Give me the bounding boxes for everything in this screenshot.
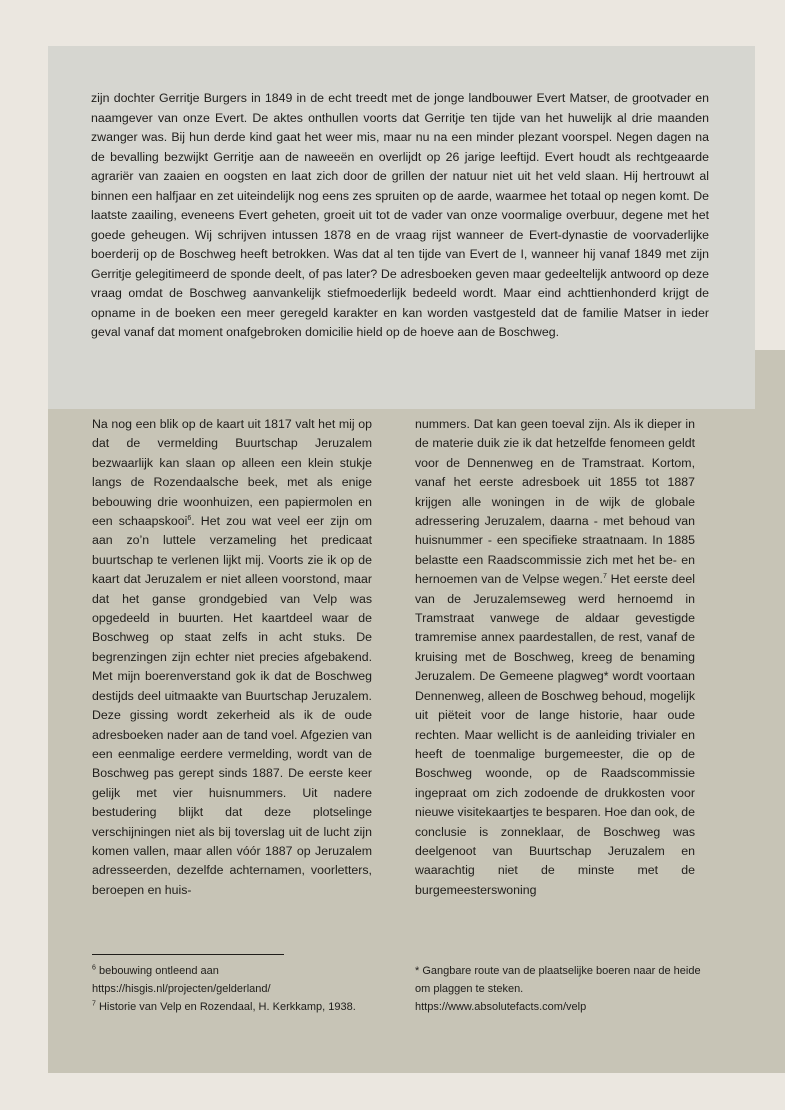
footnote-7-text: Historie van Velp en Rozendaal, H. Kerkkamp, 1938. (95, 1001, 356, 1013)
footnote-7-number: 7 (92, 1000, 96, 1008)
footnotes-left (92, 962, 392, 1016)
footnote-7 (92, 998, 392, 1016)
footnote-ref-6: 6 (187, 514, 192, 522)
footnote-6 (92, 962, 392, 998)
footnote-6-text: bebouwing ontleend aan https://hisgis.nl/projecten/gelderland/ (92, 965, 271, 995)
footnote-asterisk (415, 962, 715, 1016)
footnote-6-number: 6 (92, 964, 96, 972)
footnote-asterisk-text: * Gangbare route van de plaatselijke boeren naar de heide om plaggen te steken. (415, 965, 701, 995)
left-column-text-part2: . Het zou wat veel eer zijn om aan zo’n luttele verzameling het predicaat buurtschap te verlenen lijkt mij. Voorts zie ik op de kaart dat Jeruzalem er niet alleen voorstond, maar dat het ganse grondgebied van Velp was opgedeeld in buurten. Het kaartdeel waar de Boschweg op staat zelfs in acht stuks. De begrenzingen zijn echter niet precies afgebakend. Met mijn boerenverstand gok ik dat de Boschweg destijds deel uitmaakte van Buurtschap Jeruzalem. Deze gissing wordt zekerheid als ik de oude adresboeken nader aan de tand voel. Afgezien van een eenmalige eerdere vermelding, wordt van de Boschweg pas gerept sinds 1887. De eerste keer gelijk met vier huisnummers. Uit nadere bestudering blijkt dat deze plotselinge verschijningen niet als bij toverslag uit de lucht zijn komen vallen, maar allen vóór 1887 op Jeruzalem adresseerden, dezelfde achternamen, voorletters, beroepen en huis- (92, 514, 372, 897)
left-column-text (92, 415, 372, 900)
right-column-text (415, 415, 695, 900)
top-paragraph: zijn dochter Gerritje Burgers in 1849 in de echt treedt met de jonge landbouwer Evert Matser, de grootvader en naamgever van onze Evert. De aktes onthullen voorts dat Gerritje ten tijde van het huwelijk al drie maanden zwanger was. Bij hun derde kind gaat het weer mis, maar nu na een minder plezant voorspel. Negen dagen na de bevalling bezwijkt Gerritje aan de naweeën en overlijdt op 26 jarige leeftijd. Evert houdt als rechtgeaarde agrariër van zaaien en oogsten en laat zich door de grillen der natuur niet uit het veld slaan. Hij hertrouwt al binnen een halfjaar en zet uiteindelijk nog eens zes spruiten op de aarde, waarmee het totaal op negen komt. De laatste zaailing, eveneens Evert geheten, groeit uit tot de vader van onze voormalige overbuur, degene met het goede geheugen. Wij schrijven intussen 1878 en de vraag rijst wanneer de Evert-dynastie de voorvaderlijke boerderij op de Boschweg heeft betrokken. Was dat al ten tijde van Evert de I, wanneer hij vanaf 1849 met zijn Gerritje gelegitimeerd de sponde deelt, of pas later? De adresboeken geven maar gedeeltelijk antwoord op deze vraag omdat de Boschweg aanvankelijk stiefmoederlijk bedeeld wordt. Maar eind achttienhonderd krijgt de opname in de boeken een meer geregeld karakter en kan worden vastgesteld dat de familie Matser in ieder geval vanaf dat moment onafgebroken domicilie hield op de hoeve aan de Boschweg. (91, 91, 709, 339)
footnote-ref-7: 7 (602, 573, 607, 581)
right-column-text-part2: Het eerste deel van de Jeruzalemseweg werd hernoemd in Tramstraat vanwege de aldaar gevestigde tramremise annex paardestallen, de rest, vanaf de kruising met de Boschweg, kreeg de benaming Jeruzalem. De Gemeene plagweg* wordt voortaan Dennenweg, alleen de Boschweg behoud, mogelijk uit piëteit voor de lange historie, haar oude rechten. Maar wellicht is de aanleiding trivialer en heeft de toenmalige burgemeester, die op de Boschweg woonde, op de Raadscommissie ingepraat om zich zodoende de drukkosten voor nieuwe visitekaartjes te besparen. Hoe dan ook, de conclusie is zonneklaar, de Boschweg was deelgenoot van Buurtschap Jeruzalem en waarachtig niet de minste met de burgemeesterswoning (415, 572, 695, 897)
footnote-asterisk-url: https://www.absolutefacts.com/velp (415, 1001, 587, 1013)
right-column-text-part1: nummers. Dat kan geen toeval zijn. Als ik dieper in de materie duik zie ik dat hetzelfde fenomeen geldt voor de Dennenweg en de Tramstraat. Kortom, vanaf het eerste adresboek uit 1855 tot 1887 krijgen alle woningen in de wijk de globale adressering Jeruzalem, daarna - met behoud van huisnummer - een specifieke straatnaam. In 1885 belastte een Raadscommissie zich met het be- en hernoemen van de Velpse wegen. (415, 417, 695, 587)
left-column-text-part1: Na nog een blik op de kaart uit 1817 valt het mij op dat de vermelding Buurtschap Jeruzalem bezwaarlijk kan slaan op alleen een klein stukje langs de Rozendaalsche beek, met als enige bebouwing drie woonhuizen, een papiermolen en een schaapskooi (92, 417, 372, 529)
footnote-divider (92, 954, 284, 955)
